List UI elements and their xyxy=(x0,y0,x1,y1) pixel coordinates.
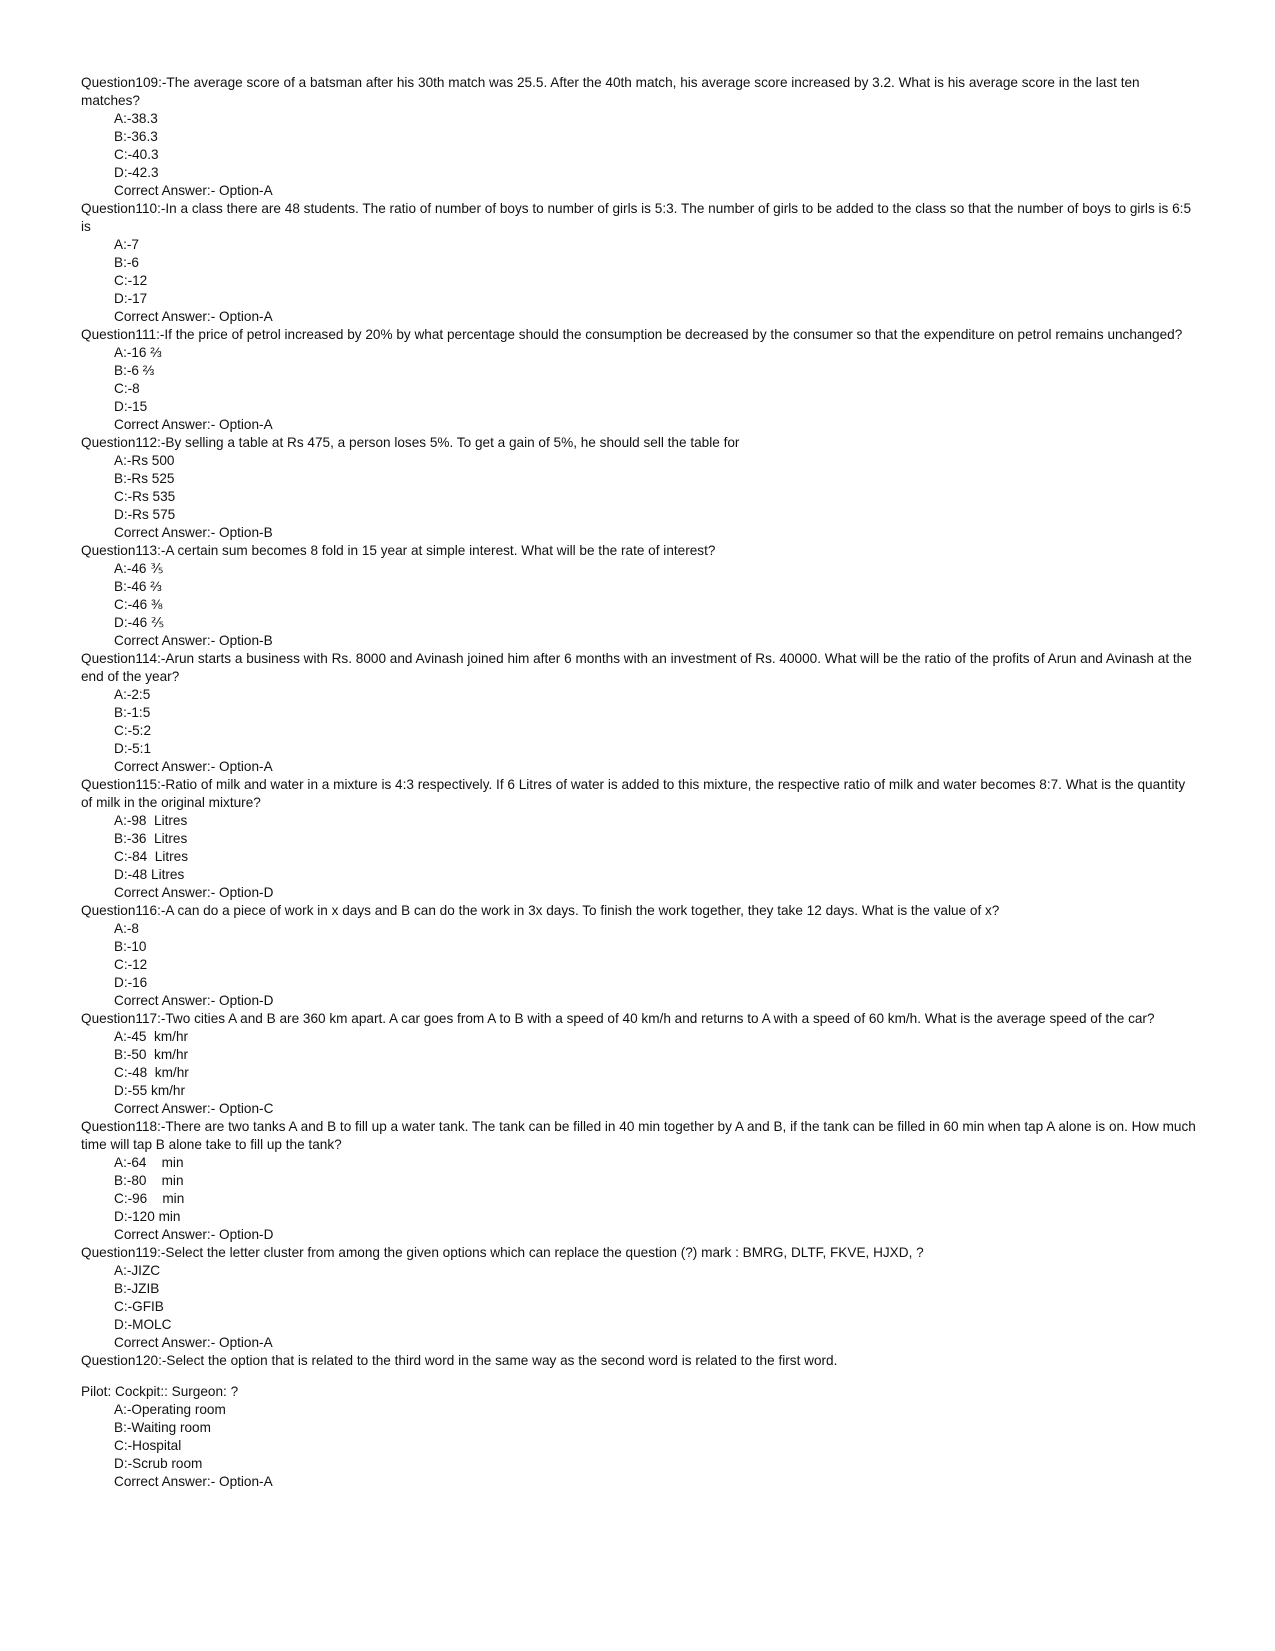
question-block xyxy=(81,776,1196,902)
question-block xyxy=(81,1352,1196,1491)
option-list xyxy=(114,1262,1196,1352)
correct-answer: Correct Answer:- Option-A xyxy=(114,417,273,432)
question-block xyxy=(81,200,1196,326)
answer-option: A:-46 ⅗ xyxy=(114,561,164,576)
answer-option: A:-JIZC xyxy=(114,1263,161,1278)
answer-option: A:-Operating room xyxy=(114,1402,226,1417)
answer-option: A:-98 Litres xyxy=(114,813,188,828)
answer-option: A:-38.3 xyxy=(114,111,158,126)
answer-option: B:-36 Litres xyxy=(114,831,188,846)
question-text: Question119:-Select the letter cluster from among the given options which can replace the question (?) mark : BMRG, DLTF, FKVE, HJXD, ? xyxy=(81,1245,924,1260)
answer-option: D:-120 min xyxy=(114,1209,181,1224)
option-list xyxy=(114,1401,1196,1491)
answer-option: A:-16 ⅔ xyxy=(114,345,162,360)
option-list xyxy=(114,920,1196,1010)
correct-answer: Correct Answer:- Option-A xyxy=(114,309,273,324)
answer-option: C:-12 xyxy=(114,957,148,972)
option-list xyxy=(114,236,1196,326)
option-list xyxy=(114,110,1196,200)
question-text: Question109:-The average score of a batsman after his 30th match was 25.5. After the 40th match, his average score increased by 3.2. What is his average score in the last ten matches? xyxy=(81,75,1140,108)
answer-option: D:-MOLC xyxy=(114,1317,172,1332)
correct-answer: Correct Answer:- Option-B xyxy=(114,525,273,540)
answer-option: D:-5:1 xyxy=(114,741,152,756)
answer-option: B:-6 ⅔ xyxy=(114,363,155,378)
correct-answer: Correct Answer:- Option-A xyxy=(114,1474,273,1489)
answer-option: C:-8 xyxy=(114,381,140,396)
answer-option: B:-1:5 xyxy=(114,705,151,720)
question-prompt: Pilot: Cockpit:: Surgeon: ? xyxy=(81,1384,239,1399)
question-block xyxy=(81,434,1196,542)
answer-option: C:-46 ⅜ xyxy=(114,597,163,612)
answer-option: B:-36.3 xyxy=(114,129,158,144)
answer-option: D:-46 ⅖ xyxy=(114,615,165,630)
option-list xyxy=(114,560,1196,650)
answer-option: C:-84 Litres xyxy=(114,849,189,864)
correct-answer: Correct Answer:- Option-A xyxy=(114,1335,273,1350)
question-block xyxy=(81,326,1196,434)
answer-option: C:-48 km/hr xyxy=(114,1065,189,1080)
answer-option: A:-2:5 xyxy=(114,687,151,702)
correct-answer: Correct Answer:- Option-D xyxy=(114,885,274,900)
question-block xyxy=(81,1118,1196,1244)
question-block xyxy=(81,1010,1196,1118)
answer-option: C:-Rs 535 xyxy=(114,489,176,504)
option-list xyxy=(114,344,1196,434)
question-block xyxy=(81,1244,1196,1352)
question-text: Question113:-A certain sum becomes 8 fold in 15 year at simple interest. What will be the rate of interest? xyxy=(81,543,716,558)
question-document xyxy=(81,74,1196,1491)
option-list xyxy=(114,452,1196,542)
question-text: Question118:-There are two tanks A and B to fill up a water tank. The tank can be filled in 40 min together by A and B, if the tank can be filled in 60 min when tap A alone is on. How much time will tap B alone take to fill up the tank? xyxy=(81,1119,1196,1152)
option-list xyxy=(114,812,1196,902)
question-block xyxy=(81,650,1196,776)
option-list xyxy=(114,1028,1196,1118)
answer-option: B:-50 km/hr xyxy=(114,1047,189,1062)
answer-option: C:-12 xyxy=(114,273,148,288)
answer-option: B:-80 min xyxy=(114,1173,184,1188)
option-list xyxy=(114,1154,1196,1244)
question-text: Question112:-By selling a table at Rs 475, a person loses 5%. To get a gain of 5%, he should sell the table for xyxy=(81,435,740,450)
answer-option: D:-42.3 xyxy=(114,165,159,180)
answer-option: C:-40.3 xyxy=(114,147,159,162)
answer-option: B:-6 xyxy=(114,255,139,270)
answer-option: B:-JZIB xyxy=(114,1281,160,1296)
answer-option: A:-7 xyxy=(114,237,139,252)
answer-option: C:-GFIB xyxy=(114,1299,164,1314)
question-text: Question110:-In a class there are 48 students. The ratio of number of boys to number of girls is 5:3. The number of girls to be added to the class so that the number of boys to girls is 6:5 is xyxy=(81,201,1192,234)
answer-option: D:-55 km/hr xyxy=(114,1083,186,1098)
question-text: Question111:-If the price of petrol increased by 20% by what percentage should the consumption be decreased by the consumer so that the expenditure on petrol remains unchanged? xyxy=(81,327,1183,342)
question-text: Question117:-Two cities A and B are 360 km apart. A car goes from A to B with a speed of 40 km/h and returns to A with a speed of 60 km/h. What is the average speed of the car? xyxy=(81,1011,1155,1026)
answer-option: A:-64 min xyxy=(114,1155,184,1170)
question-block xyxy=(81,74,1196,200)
answer-option: B:-Rs 525 xyxy=(114,471,175,486)
question-block xyxy=(81,902,1196,1010)
option-list xyxy=(114,686,1196,776)
answer-option: C:-96 min xyxy=(114,1191,185,1206)
correct-answer: Correct Answer:- Option-B xyxy=(114,633,273,648)
correct-answer: Correct Answer:- Option-A xyxy=(114,759,273,774)
correct-answer: Correct Answer:- Option-D xyxy=(114,993,274,1008)
question-text: Question114:-Arun starts a business with Rs. 8000 and Avinash joined him after 6 months with an investment of Rs. 40000. What will be the ratio of the profits of Arun and Avinash at the end of the year? xyxy=(81,651,1192,684)
answer-option: A:-8 xyxy=(114,921,139,936)
question-text: Question120:-Select the option that is related to the third word in the same way as the second word is related to the first word. xyxy=(81,1353,838,1368)
answer-option: A:-Rs 500 xyxy=(114,453,175,468)
answer-option: D:-15 xyxy=(114,399,148,414)
answer-option: D:-48 Litres xyxy=(114,867,185,882)
answer-option: A:-45 km/hr xyxy=(114,1029,189,1044)
correct-answer: Correct Answer:- Option-C xyxy=(114,1101,274,1116)
answer-option: B:-46 ⅔ xyxy=(114,579,162,594)
answer-option: B:-Waiting room xyxy=(114,1420,211,1435)
question-text: Question115:-Ratio of milk and water in a mixture is 4:3 respectively. If 6 Litres of water is added to this mixture, the respective ratio of milk and water becomes 8:7. What is the quantity of milk in the original mixture? xyxy=(81,777,1186,810)
answer-option: D:-17 xyxy=(114,291,148,306)
correct-answer: Correct Answer:- Option-D xyxy=(114,1227,274,1242)
answer-option: C:-5:2 xyxy=(114,723,152,738)
question-text: Question116:-A can do a piece of work in x days and B can do the work in 3x days. To finish the work together, they take 12 days. What is the value of x? xyxy=(81,903,1000,918)
answer-option: D:-16 xyxy=(114,975,148,990)
correct-answer: Correct Answer:- Option-A xyxy=(114,183,273,198)
answer-option: C:-Hospital xyxy=(114,1438,182,1453)
answer-option: D:-Scrub room xyxy=(114,1456,203,1471)
question-block xyxy=(81,542,1196,650)
answer-option: B:-10 xyxy=(114,939,147,954)
answer-option: D:-Rs 575 xyxy=(114,507,176,522)
